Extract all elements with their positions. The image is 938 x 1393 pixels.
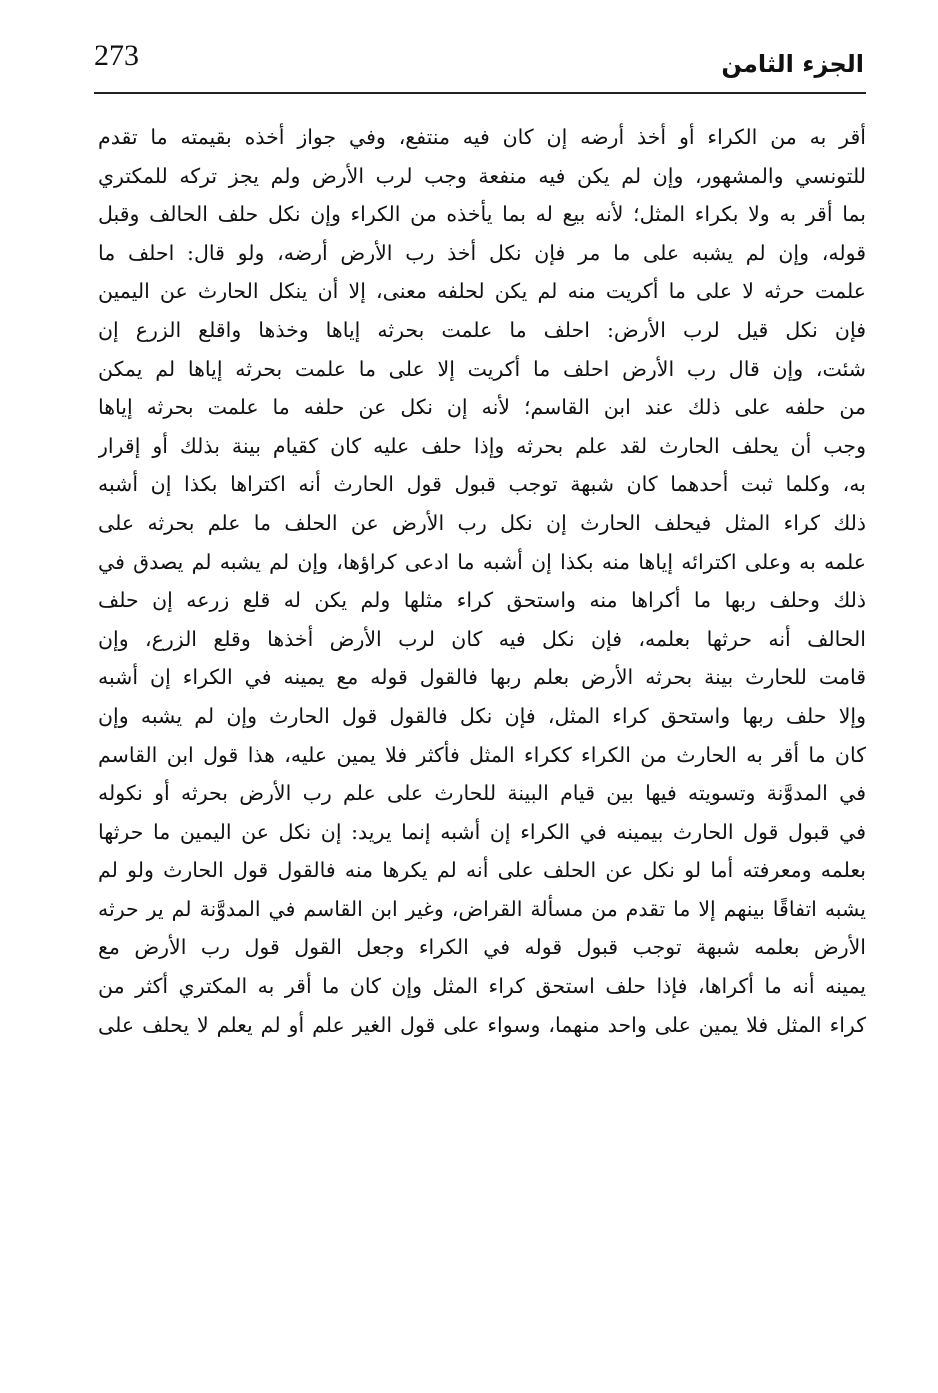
text-line: وإلا حلف ربها واستحق كراء المثل، فإن نكل فالقول قول الحارث وإن لم يشبه وإن xyxy=(98,703,866,728)
text-line: الأرض بعلمه شبهة توجب قبول قوله في الكراء وجعل القول قول رب الأرض مع xyxy=(98,935,866,960)
text-line: قامت للحارث بينة بحرثه الأرض بعلم ربها فالقول قوله مع يمينه في الكراء إن أشبه xyxy=(98,665,866,690)
text-line: في قبول قول الحارث بيمينه في الكراء إن أشبه إنما يريد: إن نكل عن اليمين ما حرثها xyxy=(98,819,866,844)
page-number: 273 xyxy=(94,39,139,72)
text-line: بما أقر به ولا بكراء المثل؛ لأنه بيع له بما يأخذه من الكراء وإن نكل حلف الحالف وقبل xyxy=(98,202,866,227)
text-line: فإن نكل قيل لرب الأرض: احلف ما علمت بحرثه إياها وخذها واقلع الزرع إن xyxy=(98,317,866,342)
text-line: وجب أن يحلف الحارث لقد علم بحرثه وإذا حلف عليه كان كقيام بينة بذلك أو إقرار xyxy=(98,433,866,458)
text-line: قوله، وإن لم يشبه على ما مر فإن نكل أخذ رب الأرض أرضه، ولو قال: احلف ما xyxy=(98,240,866,265)
text-line: شئت، وإن قال رب الأرض احلف ما أكريت إلا على ما علمت بحرثه إياها لم يمكن xyxy=(98,356,866,381)
text-line: الحالف أنه حرثها بعلمه، فإن نكل فيه كان لرب الأرض أخذها وقلع الزرع، وإن xyxy=(98,626,866,651)
text-line: بعلمه ومعرفته أما لو نكل عن الحلف على أنه لم يكرها منه فالقول قول الحارث ولو لم xyxy=(98,858,866,883)
text-line: أقر به من الكراء أو أخذ أرضه إن كان فيه منتفع، وفي جواز أخذه بقيمته ما تقدم xyxy=(98,125,866,149)
text-line: به، وكلما ثبت أحدهما كان شبهة توجب قبول قول الحارث أنه اكتراها بكذا إن أشبه xyxy=(98,472,866,497)
header-divider xyxy=(94,92,866,94)
text-line: كراء المثل فلا يمين على واحد منهما، وسواء على قول الغير علم أو لم يعلم لا يحلف على xyxy=(98,1012,866,1037)
text-line: علمت حرثه لا على ما أكريت منه لم يكن لحلفه معنى، إلا أن ينكل الحارث عن اليمين xyxy=(98,279,866,304)
body-text xyxy=(98,118,866,1044)
running-title: الجزء الثامن xyxy=(721,50,864,78)
text-line: ذلك وحلف ربها ما أكراها منه واستحق كراء مثلها ولم يكن له قلع زرعه إن حلف xyxy=(98,588,866,613)
text-line: كان ما أقر به الحارث من الكراء ككراء المثل فأكثر فلا يمين عليه، هذا قول ابن القاسم xyxy=(98,742,866,767)
text-line: يشبه اتفاقًا بينهم إلا ما تقدم من مسألة القراض، وغير ابن القاسم في المدوَّنة لم ير حرثه xyxy=(98,896,866,921)
text-line: علمه به وعلى اكترائه إياها منه بكذا إن أشبه ما ادعى كراؤها، وإن لم يشبه لم يصدق في xyxy=(98,549,866,574)
text-line: من حلفه على ذلك عند ابن القاسم؛ لأنه إن نكل عن حلفه ما علمت بحرثه إياها xyxy=(98,395,866,420)
text-line: ذلك كراء المثل فيحلف الحارث إن نكل رب الأرض عن الحلف ما علم بحرثه على xyxy=(98,510,866,535)
page-header xyxy=(94,38,864,90)
text-line: للتونسي والمشهور، وإن لم يكن فيه منفعة وجب لرب الأرض ولم يجز تركه للمكتري xyxy=(98,163,866,188)
text-line: في المدوَّنة وتسويته فيها بين قيام البينة للحارث على علم رب الأرض بحرثه أو نكوله xyxy=(98,781,866,806)
text-line: يمينه أنه ما أكراها، فإذا حلف استحق كراء المثل وإن كان ما أقر به المكتري أكثر من xyxy=(98,974,866,999)
